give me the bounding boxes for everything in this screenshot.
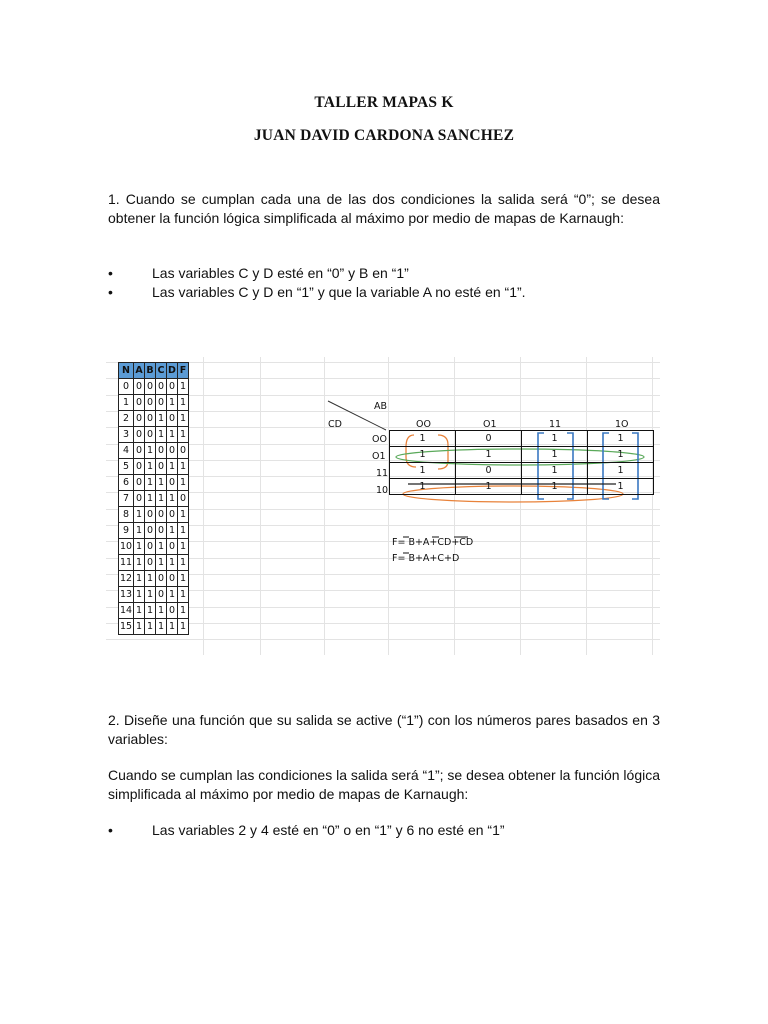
truth-table-cell: 1 [145,491,156,507]
truth-table-cell: 1 [178,379,189,395]
truth-table-cell: 1 [178,571,189,587]
truth-table-cell: 1 [167,395,178,411]
kmap-row-label: OO [372,434,387,445]
truth-table-cell: 1 [134,523,145,539]
truth-table-cell: 0 [156,395,167,411]
truth-table-cell: 0 [178,443,189,459]
truth-table-cell: 0 [156,459,167,475]
truth-table-cell: 0 [156,571,167,587]
truth-table-cell: 0 [156,443,167,459]
truth-table-cell: 1 [178,539,189,555]
truth-table-cell: 1 [145,603,156,619]
truth-table-cell: 9 [119,523,134,539]
truth-table-cell: 1 [119,395,134,411]
kmap-cell: 1 [588,431,654,447]
truth-table-cell: 0 [156,507,167,523]
truth-table-cell: 0 [156,379,167,395]
truth-table-cell: 5 [119,459,134,475]
truth-table-header-cell: F [178,363,189,379]
truth-table-cell: 1 [156,555,167,571]
truth-table-cell: 11 [119,555,134,571]
karnaugh-map [389,430,654,495]
truth-table-cell: 0 [145,411,156,427]
truth-table-cell: 1 [167,619,178,635]
truth-table-cell: 7 [119,491,134,507]
truth-table-cell: 0 [156,523,167,539]
truth-table-cell: 1 [178,523,189,539]
truth-table-cell: 0 [134,427,145,443]
bullet-text: Las variables 2 y 4 esté en “0” o en “1” y 6 no esté en “1” [152,822,505,838]
truth-table-header-cell: D [167,363,178,379]
kmap-row [390,447,654,463]
kmap-cell: 1 [390,479,456,495]
truth-table-cell: 1 [156,427,167,443]
truth-table-cell: 0 [145,507,156,523]
kmap-row-label: 10 [376,485,389,496]
kmap-col-var: AB [374,401,388,412]
truth-table-cell: 1 [145,587,156,603]
truth-table-cell: 0 [134,459,145,475]
kmap-row [390,431,654,447]
truth-table-cell: 1 [178,619,189,635]
truth-table-cell: 1 [167,555,178,571]
truth-table-header-cell: C [156,363,167,379]
truth-table-cell: 1 [167,459,178,475]
truth-table-cell: 1 [156,539,167,555]
truth-table-cell: 12 [119,571,134,587]
formula-2: F= B+A+C+D [392,553,460,564]
kmap-cell: 1 [390,463,456,479]
truth-table-cell: 1 [167,523,178,539]
bullet-icon: • [108,265,113,281]
truth-table-cell: 1 [134,539,145,555]
truth-table-cell: 1 [145,619,156,635]
truth-table-cell: 0 [167,379,178,395]
kmap-cell: 0 [456,463,522,479]
section1-intro: 1. Cuando se cumplan cada una de las dos condiciones la salida será “0”; se desea obtener la función lógica simplificada al máximo por medio de mapas de Karnaugh: [108,191,660,226]
kmap-row-var: CD [328,419,342,430]
truth-table-cell: 1 [178,587,189,603]
truth-table-cell: 0 [134,491,145,507]
truth-table-cell: 1 [156,619,167,635]
kmap-cell: 1 [522,479,588,495]
truth-table-cell: 1 [134,587,145,603]
truth-table-cell: 0 [167,539,178,555]
truth-table-cell: 4 [119,443,134,459]
truth-table-cell: 0 [145,395,156,411]
bullet-text: Las variables C y D esté en “0” y B en “1” [152,265,409,281]
kmap-cell: 0 [456,431,522,447]
kmap-cell: 1 [522,447,588,463]
truth-table-cell: 1 [178,427,189,443]
truth-table-cell: 0 [167,411,178,427]
section2-condition: Cuando se cumplan las condiciones la salida será “1”; se desea obtener la función lógica simplificada al máximo por medio de mapas de Karnaugh: [108,767,660,802]
author-name: JUAN DAVID CARDONA SANCHEZ [253,127,515,144]
kmap-col-label: 11 [549,419,562,430]
truth-table-cell: 1 [178,411,189,427]
truth-table-cell: 0 [134,395,145,411]
truth-table-cell: 1 [145,459,156,475]
kmap-col-label: OO [416,419,431,430]
truth-table-cell: 0 [134,475,145,491]
truth-table-cell: 3 [119,427,134,443]
truth-table-cell: 0 [145,379,156,395]
truth-table-cell: 0 [178,491,189,507]
truth-table-cell: 1 [178,555,189,571]
truth-table-header-cell: B [145,363,156,379]
truth-table-cell: 1 [178,459,189,475]
bullet-text: Las variables C y D en “1” y que la variable A no esté en “1”. [152,284,526,300]
formula-1: F= B+A+CD+CD [392,537,474,548]
truth-table-cell: 1 [134,603,145,619]
truth-table-cell: 0 [167,603,178,619]
kmap-col-label: O1 [483,419,497,430]
kmap-cell: 1 [588,447,654,463]
truth-table-cell: 0 [145,539,156,555]
truth-table-cell: 1 [156,603,167,619]
truth-table-cell: 1 [134,507,145,523]
truth-table-cell: 0 [145,523,156,539]
document-title: TALLER MAPAS K [314,94,454,111]
truth-table-cell: 0 [134,379,145,395]
kmap-cell: 1 [588,479,654,495]
truth-table-cell: 13 [119,587,134,603]
truth-table-cell: 0 [134,411,145,427]
truth-table-cell: 1 [156,475,167,491]
kmap-row-label: O1 [372,451,386,462]
section2-intro: 2. Diseñe una función que su salida se active (“1”) con los números pares basados en 3 variables: [108,712,660,747]
truth-table-cell: 14 [119,603,134,619]
truth-table-cell: 1 [178,603,189,619]
kmap-cell: 1 [390,431,456,447]
truth-table-header-cell: A [134,363,145,379]
truth-table-cell: 1 [156,411,167,427]
kmap-row-label: 11 [376,468,389,479]
truth-table-cell: 1 [178,395,189,411]
truth-table-cell: 1 [167,427,178,443]
kmap-cell: 1 [522,463,588,479]
truth-table-cell: 0 [145,555,156,571]
truth-table-cell: 1 [134,619,145,635]
truth-table-cell: 0 [134,443,145,459]
bullet-icon: • [108,284,113,300]
truth-table-cell: 0 [167,443,178,459]
truth-table-cell: 1 [145,571,156,587]
spreadsheet-image [106,357,660,655]
truth-table-cell: 15 [119,619,134,635]
truth-table-header-cell: N [119,363,134,379]
kmap-cell: 1 [522,431,588,447]
kmap-cell: 1 [390,447,456,463]
truth-table-cell: 1 [134,555,145,571]
truth-table-cell: 1 [178,475,189,491]
kmap-cell: 1 [456,479,522,495]
truth-table-cell: 6 [119,475,134,491]
truth-table-cell: 1 [145,475,156,491]
truth-table-cell: 10 [119,539,134,555]
truth-table-cell: 8 [119,507,134,523]
kmap-col-label: 1O [615,419,629,430]
truth-table-cell: 1 [167,587,178,603]
truth-table-cell: 0 [167,475,178,491]
truth-table-cell: 0 [156,587,167,603]
kmap-row [390,463,654,479]
truth-table-cell: 1 [178,507,189,523]
kmap-cell: 1 [588,463,654,479]
bullet-icon: • [108,822,113,838]
truth-table-cell: 1 [156,491,167,507]
truth-table-cell: 2 [119,411,134,427]
truth-table-cell: 0 [167,571,178,587]
truth-table-cell: 0 [145,427,156,443]
truth-table-cell: 1 [134,571,145,587]
truth-table-cell: 1 [167,491,178,507]
truth-table-cell: 1 [145,443,156,459]
truth-table-cell: 0 [119,379,134,395]
truth-table-cell: 0 [167,507,178,523]
kmap-cell: 1 [456,447,522,463]
kmap-row [390,479,654,495]
